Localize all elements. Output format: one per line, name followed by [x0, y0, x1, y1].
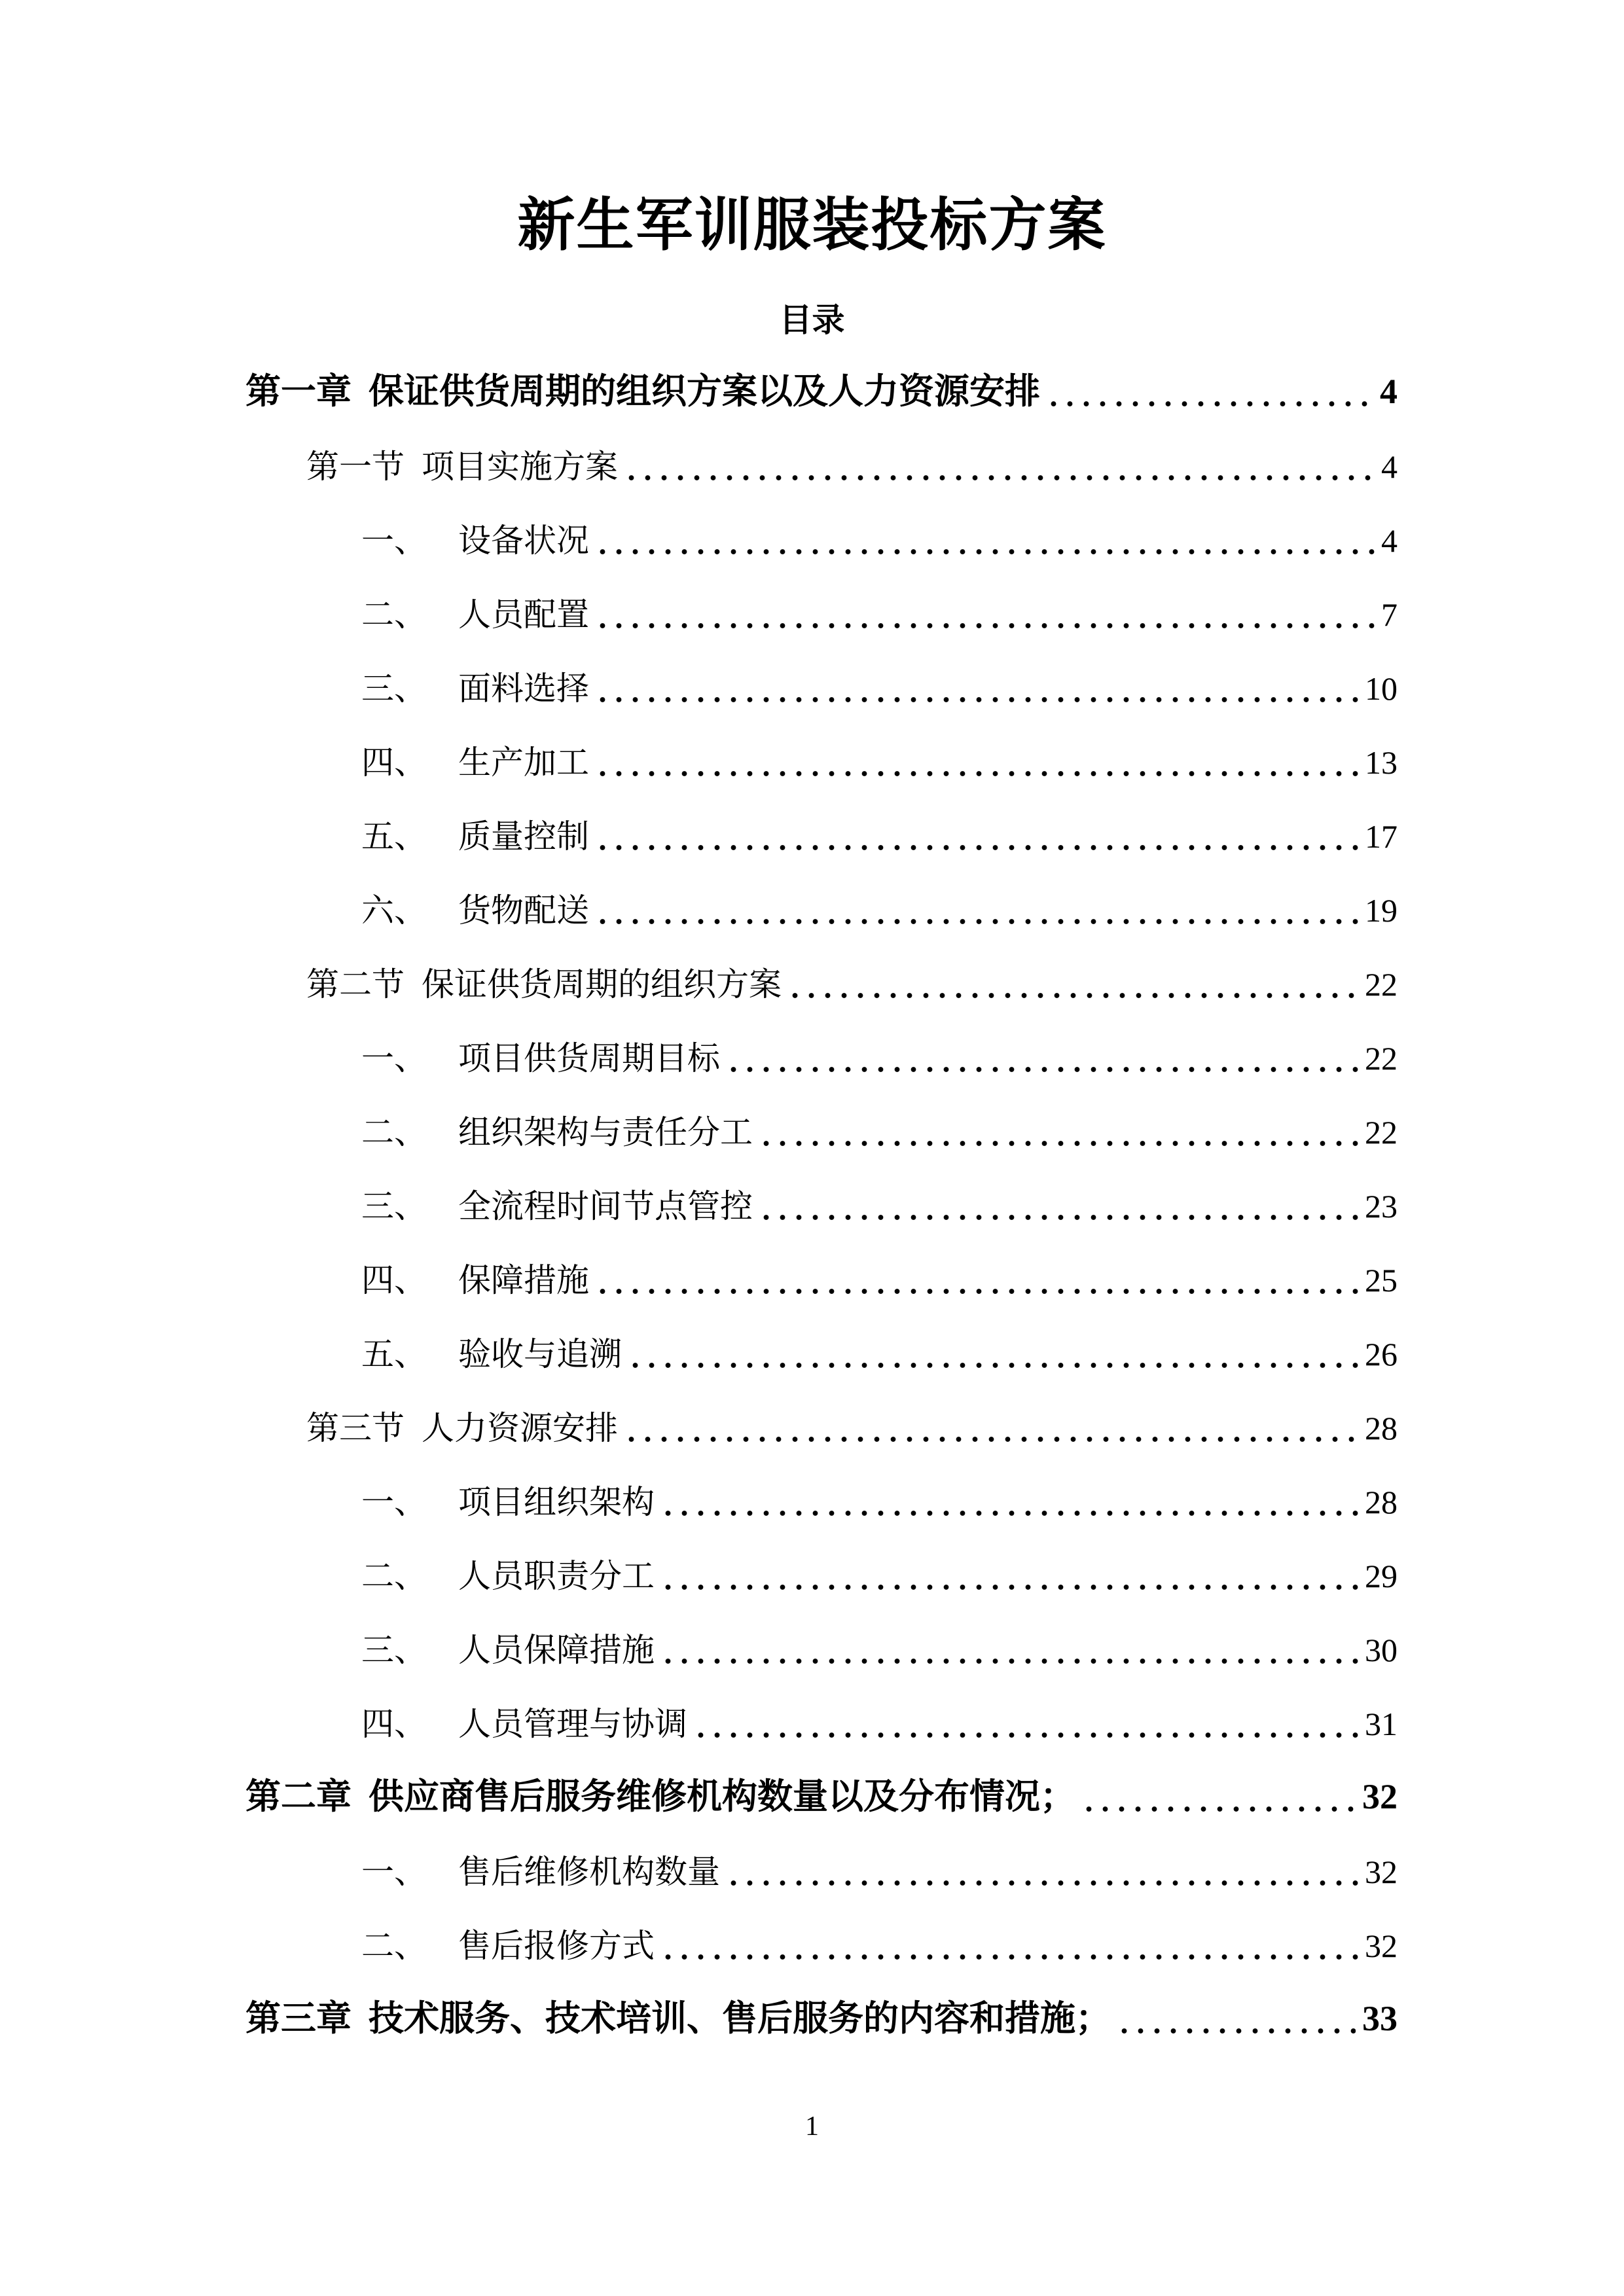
toc-entry-page: 29 [1365, 1558, 1398, 1594]
toc-entry-page: 22 [1365, 1040, 1398, 1077]
toc-entry-number: 第二章 [245, 1777, 352, 1816]
toc-entry-label: 质量控制 [458, 818, 589, 855]
toc-entry-page: 32 [1362, 1777, 1398, 1816]
toc-entry [245, 797, 1398, 871]
toc-entry [245, 1463, 1398, 1537]
toc-entry-label: 项目实施方案 [422, 448, 618, 485]
toc-entry-page: 32 [1365, 1928, 1398, 1964]
toc-entry-number: 第一节 [306, 448, 405, 485]
document-title: 新生军训服装投标方案 [517, 194, 1107, 258]
toc-entry-page: 28 [1365, 1410, 1398, 1446]
toc-entry [245, 353, 1398, 427]
toc-entry [245, 723, 1398, 797]
toc-entry-page: 13 [1365, 744, 1398, 781]
toc-entry-number: 第三节 [306, 1410, 405, 1446]
toc-entry-number: 三、 [361, 670, 427, 707]
toc-heading: 目录 [779, 302, 845, 338]
toc-entry-number: 二、 [361, 1114, 427, 1151]
toc-entry-page: 7 [1381, 596, 1398, 633]
toc-entry [245, 427, 1398, 501]
toc-entry-page: 4 [1380, 372, 1398, 411]
toc-entry-number: 三、 [361, 1632, 427, 1668]
toc-entry-number: 一、 [361, 1484, 427, 1520]
dot-leader [594, 696, 1358, 704]
toc-entry-label: 项目组织架构 [458, 1484, 655, 1520]
dot-leader [758, 1139, 1358, 1147]
toc-entry-page: 33 [1362, 1999, 1398, 2038]
toc-entry-number: 第一章 [245, 372, 352, 411]
toc-entry [245, 945, 1398, 1019]
toc-entry-label: 人员保障措施 [458, 1632, 655, 1668]
toc-entry [245, 1759, 1398, 1833]
dot-leader [594, 1287, 1358, 1295]
toc-entry-label: 人员配置 [458, 596, 589, 633]
toc-entry-number: 二、 [361, 1928, 427, 1964]
toc-entry [245, 575, 1398, 649]
toc-entry [245, 1833, 1398, 1907]
toc-entry-page: 4 [1381, 522, 1398, 559]
toc-entry-number: 一、 [361, 522, 427, 559]
dot-leader [660, 1953, 1358, 1961]
toc-entry [245, 1389, 1398, 1463]
toc-entry-page: 22 [1365, 966, 1398, 1003]
dot-leader [594, 770, 1358, 778]
toc-entry [245, 501, 1398, 575]
dot-leader [758, 1213, 1358, 1221]
toc-entry [245, 1611, 1398, 1685]
toc-entry-page: 17 [1365, 818, 1398, 855]
toc-entry-page: 26 [1365, 1336, 1398, 1372]
toc-entry [245, 1907, 1398, 1981]
toc-entry-label: 货物配送 [458, 892, 589, 929]
dot-leader [594, 918, 1358, 925]
dot-leader [1045, 400, 1373, 408]
toc-entry-number: 一、 [361, 1854, 427, 1890]
toc-entry-page: 31 [1365, 1706, 1398, 1742]
toc-entry-number: 四、 [361, 744, 427, 781]
toc-entry-page: 25 [1365, 1262, 1398, 1299]
toc-entry-label: 保证供货周期的组织方案以及人力资源安排 [369, 372, 1040, 411]
toc-entry-label: 验收与追溯 [458, 1336, 622, 1372]
toc-entry-number: 四、 [361, 1262, 427, 1299]
toc-entry [245, 1241, 1398, 1315]
dot-leader [594, 844, 1358, 852]
toc-entry [245, 1981, 1398, 2054]
toc-entry-label: 人员管理与协调 [458, 1706, 687, 1742]
toc-entry-page: 28 [1365, 1484, 1398, 1520]
toc-entry-page: 19 [1365, 892, 1398, 929]
toc-entry-label: 人员职责分工 [458, 1558, 655, 1594]
toc-entry-number: 六、 [361, 892, 427, 929]
toc-entry-number: 第二节 [306, 966, 405, 1003]
toc-entry-label: 生产加工 [458, 744, 589, 781]
toc [245, 353, 1398, 2054]
dot-leader [660, 1583, 1358, 1591]
dot-leader [725, 1879, 1358, 1887]
dot-leader [627, 1361, 1358, 1369]
toc-entry-page: 23 [1365, 1188, 1398, 1225]
dot-leader [725, 1066, 1358, 1073]
toc-entry-label: 全流程时间节点管控 [458, 1188, 753, 1225]
toc-entry [245, 1093, 1398, 1167]
toc-entry [245, 649, 1398, 723]
toc-entry-label: 面料选择 [458, 670, 589, 707]
toc-entry [245, 871, 1398, 945]
toc-entry-number: 四、 [361, 1706, 427, 1742]
toc-entry-label: 售后报修方式 [458, 1928, 655, 1964]
toc-entry-page: 10 [1365, 670, 1398, 707]
toc-entry-number: 五、 [361, 818, 427, 855]
dot-leader [1116, 2027, 1356, 2035]
toc-entry-label: 供应商售后服务维修机构数量以及分布情况； [369, 1777, 1075, 1816]
toc-entry [245, 1167, 1398, 1241]
page-number: 1 [805, 2111, 819, 2142]
toc-entry-label: 售后维修机构数量 [458, 1854, 720, 1890]
toc-entry [245, 1537, 1398, 1611]
dot-leader [623, 1435, 1358, 1443]
toc-entry-number: 二、 [361, 1558, 427, 1594]
toc-entry [245, 1685, 1398, 1759]
toc-entry-page: 30 [1365, 1632, 1398, 1668]
toc-entry [245, 1315, 1398, 1389]
toc-entry-page: 22 [1365, 1114, 1398, 1151]
toc-entry-page: 4 [1381, 448, 1398, 485]
toc-entry-number: 五、 [361, 1336, 427, 1372]
toc-entry-label: 人力资源安排 [422, 1410, 618, 1446]
toc-entry-page: 32 [1365, 1854, 1398, 1890]
toc-entry-label: 保障措施 [458, 1262, 589, 1299]
dot-leader [594, 622, 1375, 630]
dot-leader [660, 1509, 1358, 1517]
toc-entry-number: 第三章 [245, 1999, 352, 2038]
toc-entry-label: 设备状况 [458, 522, 589, 559]
toc-entry-label: 项目供货周期目标 [458, 1040, 720, 1077]
dot-leader [693, 1731, 1358, 1739]
toc-entry [245, 1019, 1398, 1093]
toc-entry-number: 二、 [361, 596, 427, 633]
toc-entry-label: 保证供货周期的组织方案 [422, 966, 782, 1003]
dot-leader [660, 1657, 1358, 1665]
toc-entry-label: 组织架构与责任分工 [458, 1114, 753, 1151]
toc-entry-number: 一、 [361, 1040, 427, 1077]
dot-leader [594, 548, 1375, 556]
toc-entry-number: 三、 [361, 1188, 427, 1225]
dot-leader [787, 992, 1358, 999]
dot-leader [623, 474, 1375, 482]
dot-leader [1081, 1805, 1356, 1813]
toc-entry-label: 技术服务、技术培训、售后服务的内容和措施； [369, 1999, 1111, 2038]
